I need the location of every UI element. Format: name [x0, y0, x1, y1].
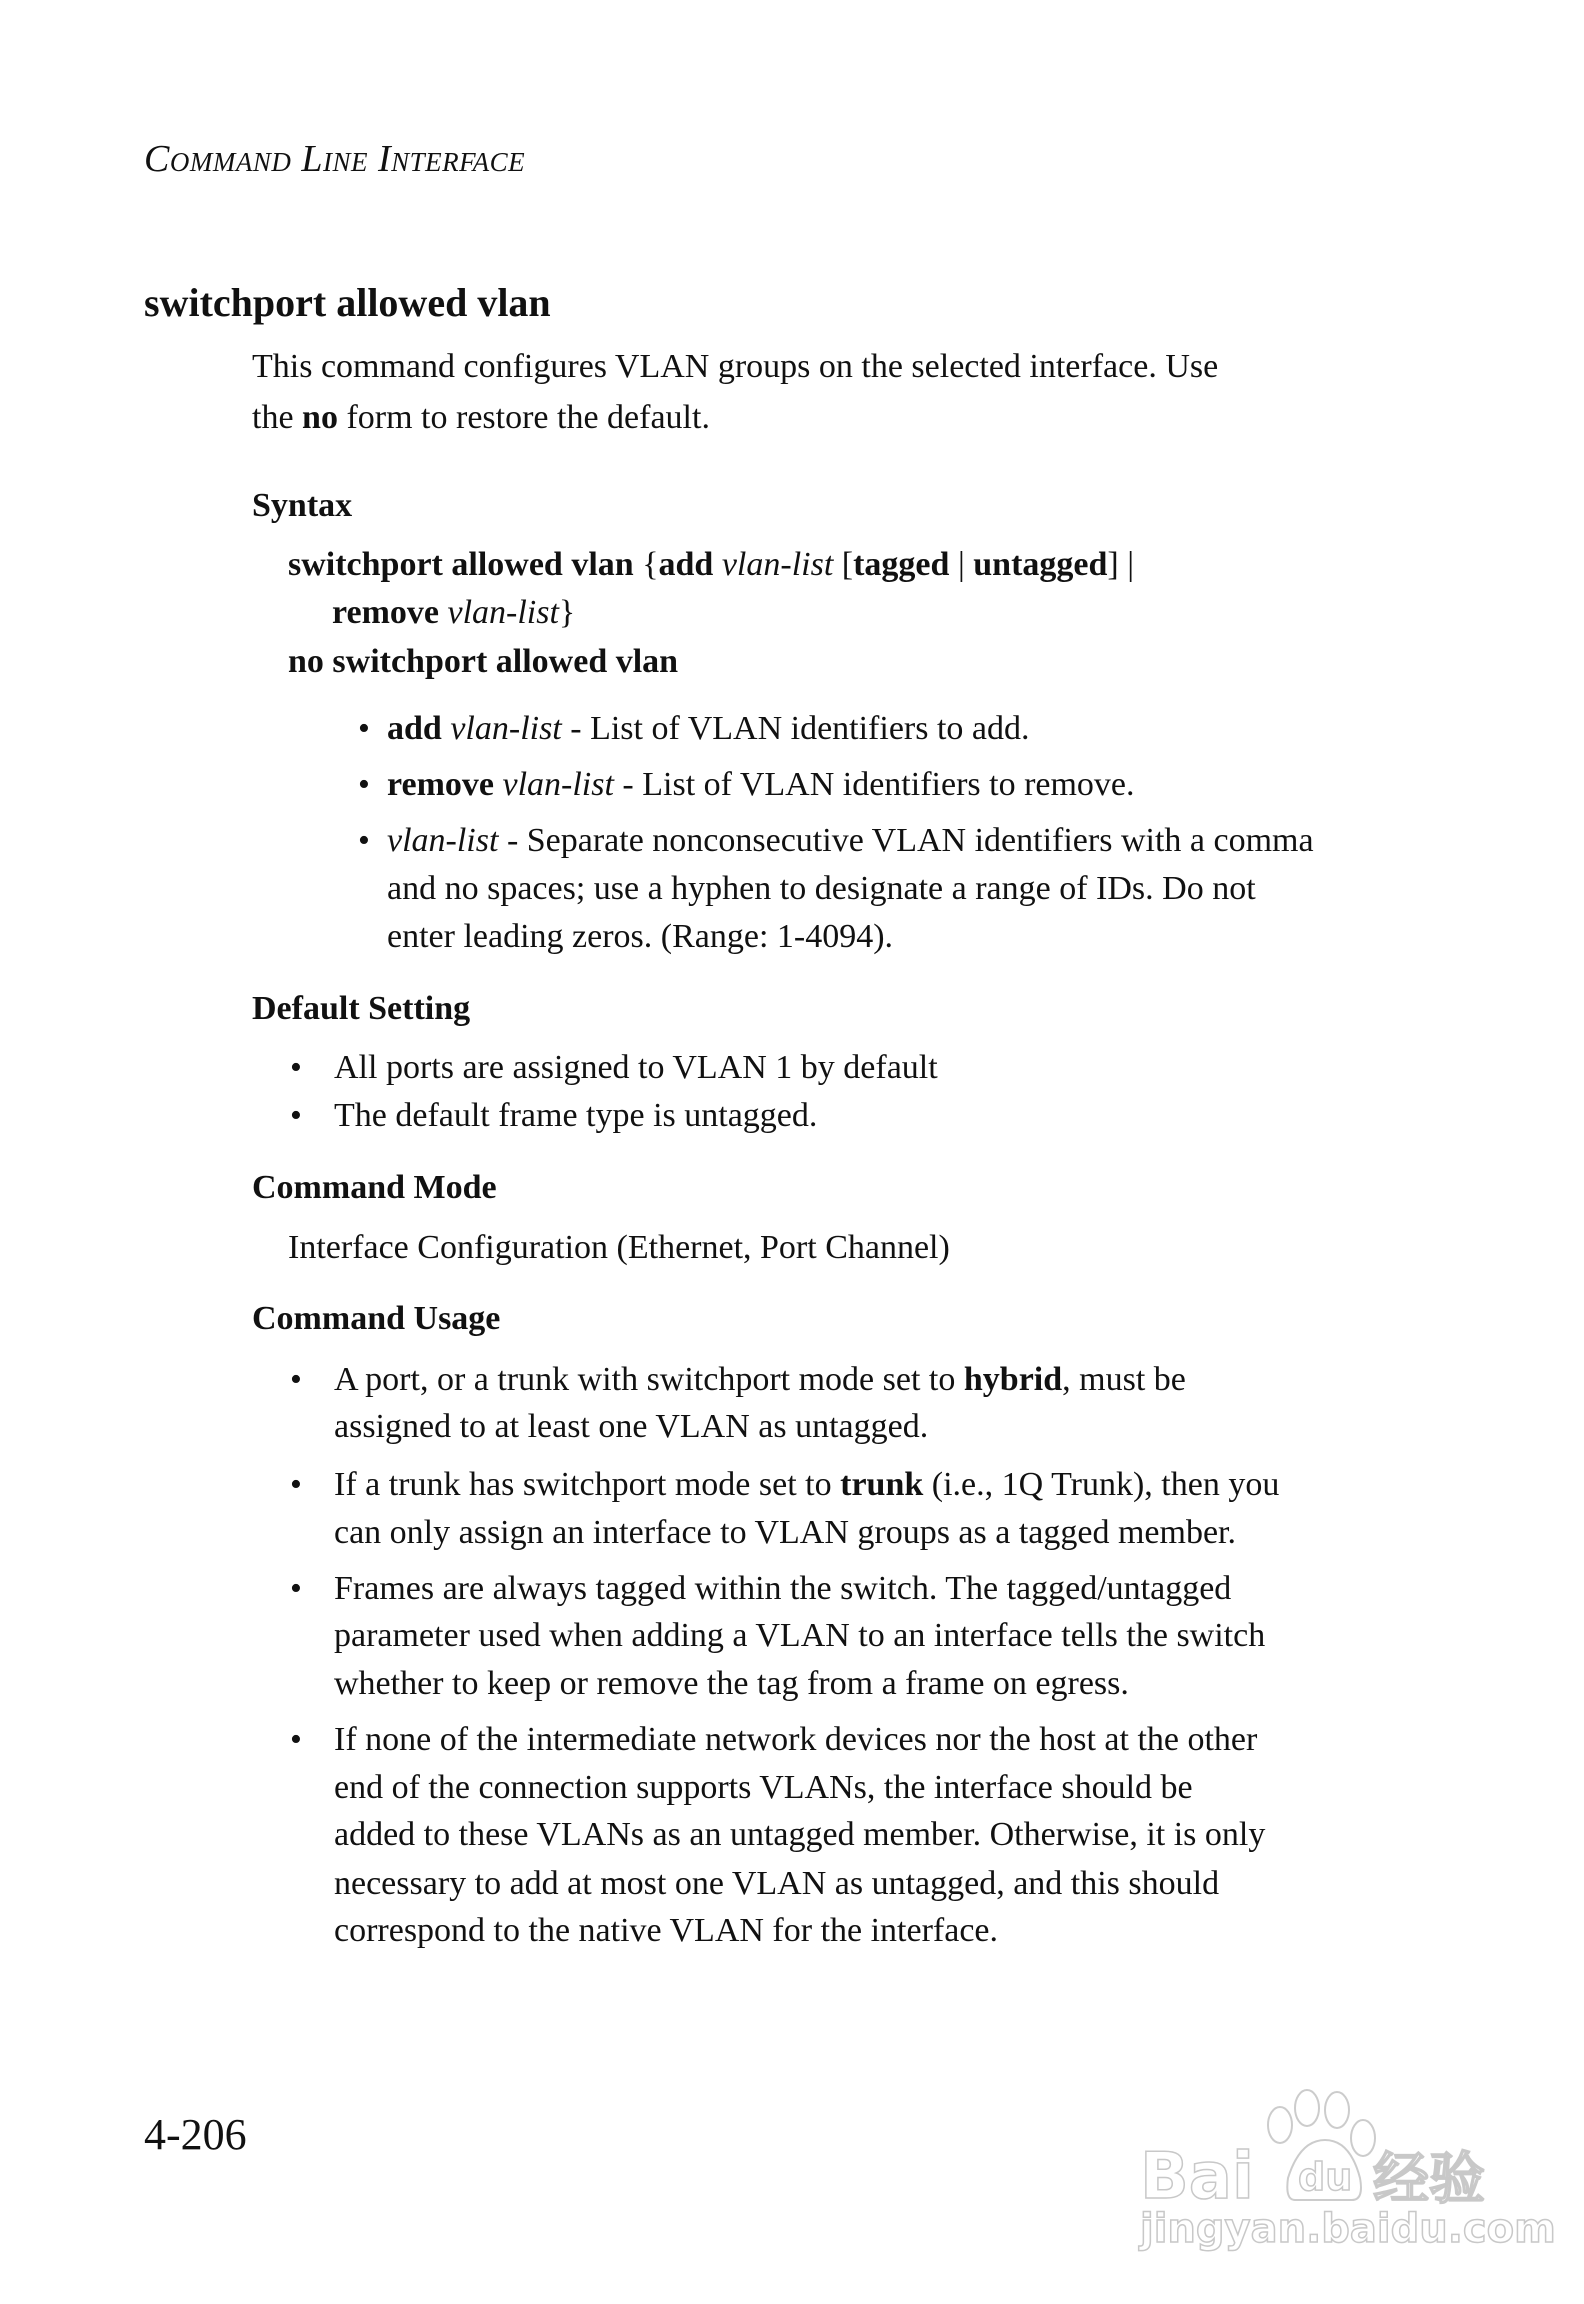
- usage-item-4-line-4: necessary to add at most one VLAN as untagged, and this should: [334, 1865, 1220, 1902]
- bullet-icon: •: [358, 822, 370, 859]
- syntax-line-2: remove vlan-list}: [332, 594, 576, 631]
- syntax-line-no-form: no switchport allowed vlan: [288, 643, 679, 680]
- usage-item-4: If none of the intermediate network devices nor the host at the other: [334, 1721, 1258, 1758]
- default-item: The default frame type is untagged.: [334, 1097, 818, 1134]
- bullet-icon: •: [290, 1049, 302, 1086]
- bullet-icon: •: [290, 1466, 302, 1503]
- page-number: 4-206: [144, 2110, 247, 2159]
- usage-item-4-line-5: correspond to the native VLAN for the interface.: [334, 1912, 999, 1949]
- default-item: All ports are assigned to VLAN 1 by default: [334, 1049, 938, 1086]
- bullet-icon: •: [358, 766, 370, 803]
- usage-item-4-line-2: end of the connection supports VLANs, the interface should be: [334, 1769, 1193, 1806]
- baidu-jingyan-watermark-logo: [1120, 2060, 1556, 2252]
- param-vlan-list-line-3: enter leading zeros. (Range: 1-4094).: [387, 918, 894, 955]
- svg-text:经验: 经验: [1373, 2147, 1485, 2212]
- svg-text:Bai: Bai: [1140, 2140, 1254, 2214]
- usage-item-4-line-3: added to these VLANs as an untagged member. Otherwise, it is only: [334, 1816, 1266, 1853]
- usage-item-2: If a trunk has switchport mode set to trunk (i.e., 1Q Trunk), then you: [334, 1466, 1280, 1503]
- bullet-icon: •: [290, 1721, 302, 1758]
- bullet-icon: •: [290, 1097, 302, 1134]
- usage-item-3: Frames are always tagged within the switch. The tagged/untagged: [334, 1570, 1232, 1607]
- command-mode-heading: Command Mode: [252, 1169, 497, 1206]
- intro-line-1: This command configures VLAN groups on the selected interface. Use: [252, 348, 1219, 385]
- param-vlan-list-line-2: and no spaces; use a hyphen to designate a range of IDs. Do not: [387, 870, 1256, 907]
- usage-item-1-line-2: assigned to at least one VLAN as untagged.: [334, 1408, 929, 1445]
- page-title: switchport allowed vlan: [144, 280, 551, 325]
- default-setting-heading: Default Setting: [252, 990, 471, 1027]
- usage-item-3-line-3: whether to keep or remove the tag from a frame on egress.: [334, 1665, 1129, 1702]
- command-usage-heading: Command Usage: [252, 1300, 501, 1337]
- bullet-icon: •: [358, 710, 370, 747]
- usage-item-2-line-2: can only assign an interface to VLAN groups as a tagged member.: [334, 1514, 1236, 1551]
- usage-item-1: A port, or a trunk with switchport mode set to hybrid, must be: [334, 1361, 1186, 1398]
- usage-item-3-line-2: parameter used when adding a VLAN to an interface tells the switch: [334, 1617, 1266, 1654]
- svg-text:du: du: [1298, 2155, 1353, 2199]
- svg-text:jingyan.baidu.com: jingyan.baidu.com: [1140, 2206, 1556, 2252]
- intro-line-2: the no form to restore the default.: [252, 399, 710, 436]
- param-remove: remove vlan-list - List of VLAN identifiers to remove.: [387, 766, 1135, 803]
- bullet-icon: •: [290, 1570, 302, 1607]
- running-header: Command Line Interface: [144, 138, 526, 180]
- syntax-line-1: switchport allowed vlan {add vlan-list [tagged | untagged] |: [288, 546, 1135, 583]
- bullet-icon: •: [290, 1361, 302, 1398]
- param-add: add vlan-list - List of VLAN identifiers to add.: [387, 710, 1030, 747]
- param-vlan-list: vlan-list - Separate nonconsecutive VLAN identifiers with a comma: [387, 822, 1314, 859]
- syntax-heading: Syntax: [252, 487, 353, 524]
- command-mode-text: Interface Configuration (Ethernet, Port Channel): [288, 1229, 950, 1266]
